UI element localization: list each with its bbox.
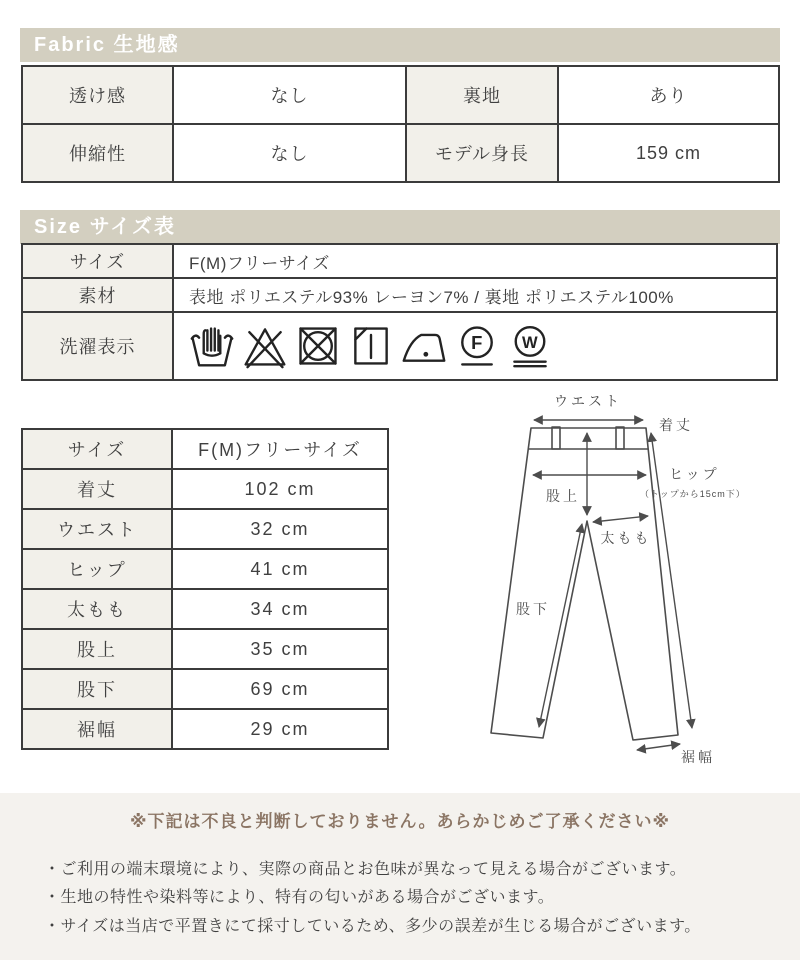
diagram-hem-label: 裾幅 [681,749,715,765]
notice-bullet-list [0,856,800,941]
table-row [22,709,388,749]
pants-measurement-diagram [430,388,800,778]
info-label-care: 洗濯表示 [22,312,173,380]
do-not-bleach-icon [242,322,288,370]
inseam-arrow [539,524,582,727]
laundry-care-icons [189,322,776,370]
size-section-header: Size サイズ表 [20,210,780,244]
fabric-section-header: Fabric 生地感 [20,28,780,62]
measurements-table [21,428,389,750]
fabric-value-model-height: 159 cm [558,124,779,182]
fabric-label-stretch: 伸縮性 [22,124,173,182]
meas-label-thigh: 太もも [22,589,172,629]
table-row [22,509,388,549]
table-row [22,669,388,709]
meas-value-hem: 29 cm [172,709,388,749]
meas-label-waist: ウエスト [22,509,172,549]
fabric-table [21,65,780,183]
meas-header-label: サイズ [22,429,172,469]
meas-label-inseam: 股下 [22,669,172,709]
thigh-arrow [593,516,648,522]
do-not-tumble-dry-icon [295,322,341,370]
meas-value-hip: 41 cm [172,549,388,589]
meas-label-length: 着丈 [22,469,172,509]
size-info-table [21,243,778,381]
wet-clean-very-gentle-icon [507,322,553,370]
meas-value-rise: 35 cm [172,629,388,669]
diagram-thigh-label: 太もも [600,530,652,546]
hand-wash-icon [189,322,235,370]
line-dry-in-shade-icon [348,322,394,370]
diagram-hip-note: （トップから15cm下） [640,489,746,499]
info-label-material: 素材 [22,278,173,312]
meas-value-waist: 32 cm [172,509,388,549]
table-row [22,244,777,278]
dry-clean-letter: F [471,331,483,353]
care-icons-cell [173,312,777,380]
table-row [22,629,388,669]
fabric-value-lining: あり [558,66,779,124]
hem-width-arrow [637,744,680,750]
wet-clean-letter: W [521,332,539,352]
info-label-size: サイズ [22,244,173,278]
notice-bullet: ・サイズは当店で平置きにて採寸しているため、多少の誤差が生じる場合がございます。 [44,917,701,935]
fabric-label-lining: 裏地 [406,66,558,124]
pants-outline [491,427,678,740]
diagram-waist-label: ウエスト [554,393,622,409]
dry-clean-petroleum-gentle-icon [454,322,500,370]
notice-headline: ※下記は不良と判断しておりません。あらかじめご了承ください※ [129,812,671,831]
diagram-length-label: 着丈 [659,417,693,433]
diagram-hip-label: ヒップ [669,466,720,482]
meas-label-rise: 股上 [22,629,172,669]
iron-low-heat-icon [401,322,447,370]
table-row [22,549,388,589]
fabric-label-sheerness: 透け感 [22,66,173,124]
table-row [22,124,779,182]
table-row [22,312,777,380]
info-value-material: 表地 ポリエステル93% レーヨン7% / 裏地 ポリエステル100% [173,278,777,312]
meas-label-hip: ヒップ [22,549,172,589]
table-row [22,469,388,509]
table-row [22,589,388,629]
table-row [22,66,779,124]
diagram-inseam-label: 股下 [516,601,550,617]
table-row [22,278,777,312]
meas-value-inseam: 69 cm [172,669,388,709]
notice-section [0,793,800,960]
diagram-rise-label: 股上 [546,488,580,504]
info-value-size: F(M)フリーサイズ [173,244,777,278]
notice-bullet: ・生地の特性や染料等により、特有の匂いがある場合がございます。 [44,889,555,907]
notice-bullet: ・ご利用の端末環境により、実際の商品とお色味が異なって見える場合がございます。 [44,861,687,878]
meas-label-hem: 裾幅 [22,709,172,749]
fabric-value-stretch: なし [173,124,406,182]
meas-value-length: 102 cm [172,469,388,509]
meas-value-thigh: 34 cm [172,589,388,629]
table-row [22,429,388,469]
fabric-label-model-height: モデル身長 [406,124,558,182]
fabric-value-sheerness: なし [173,66,406,124]
meas-header-value: F(M)フリーサイズ [172,429,388,469]
